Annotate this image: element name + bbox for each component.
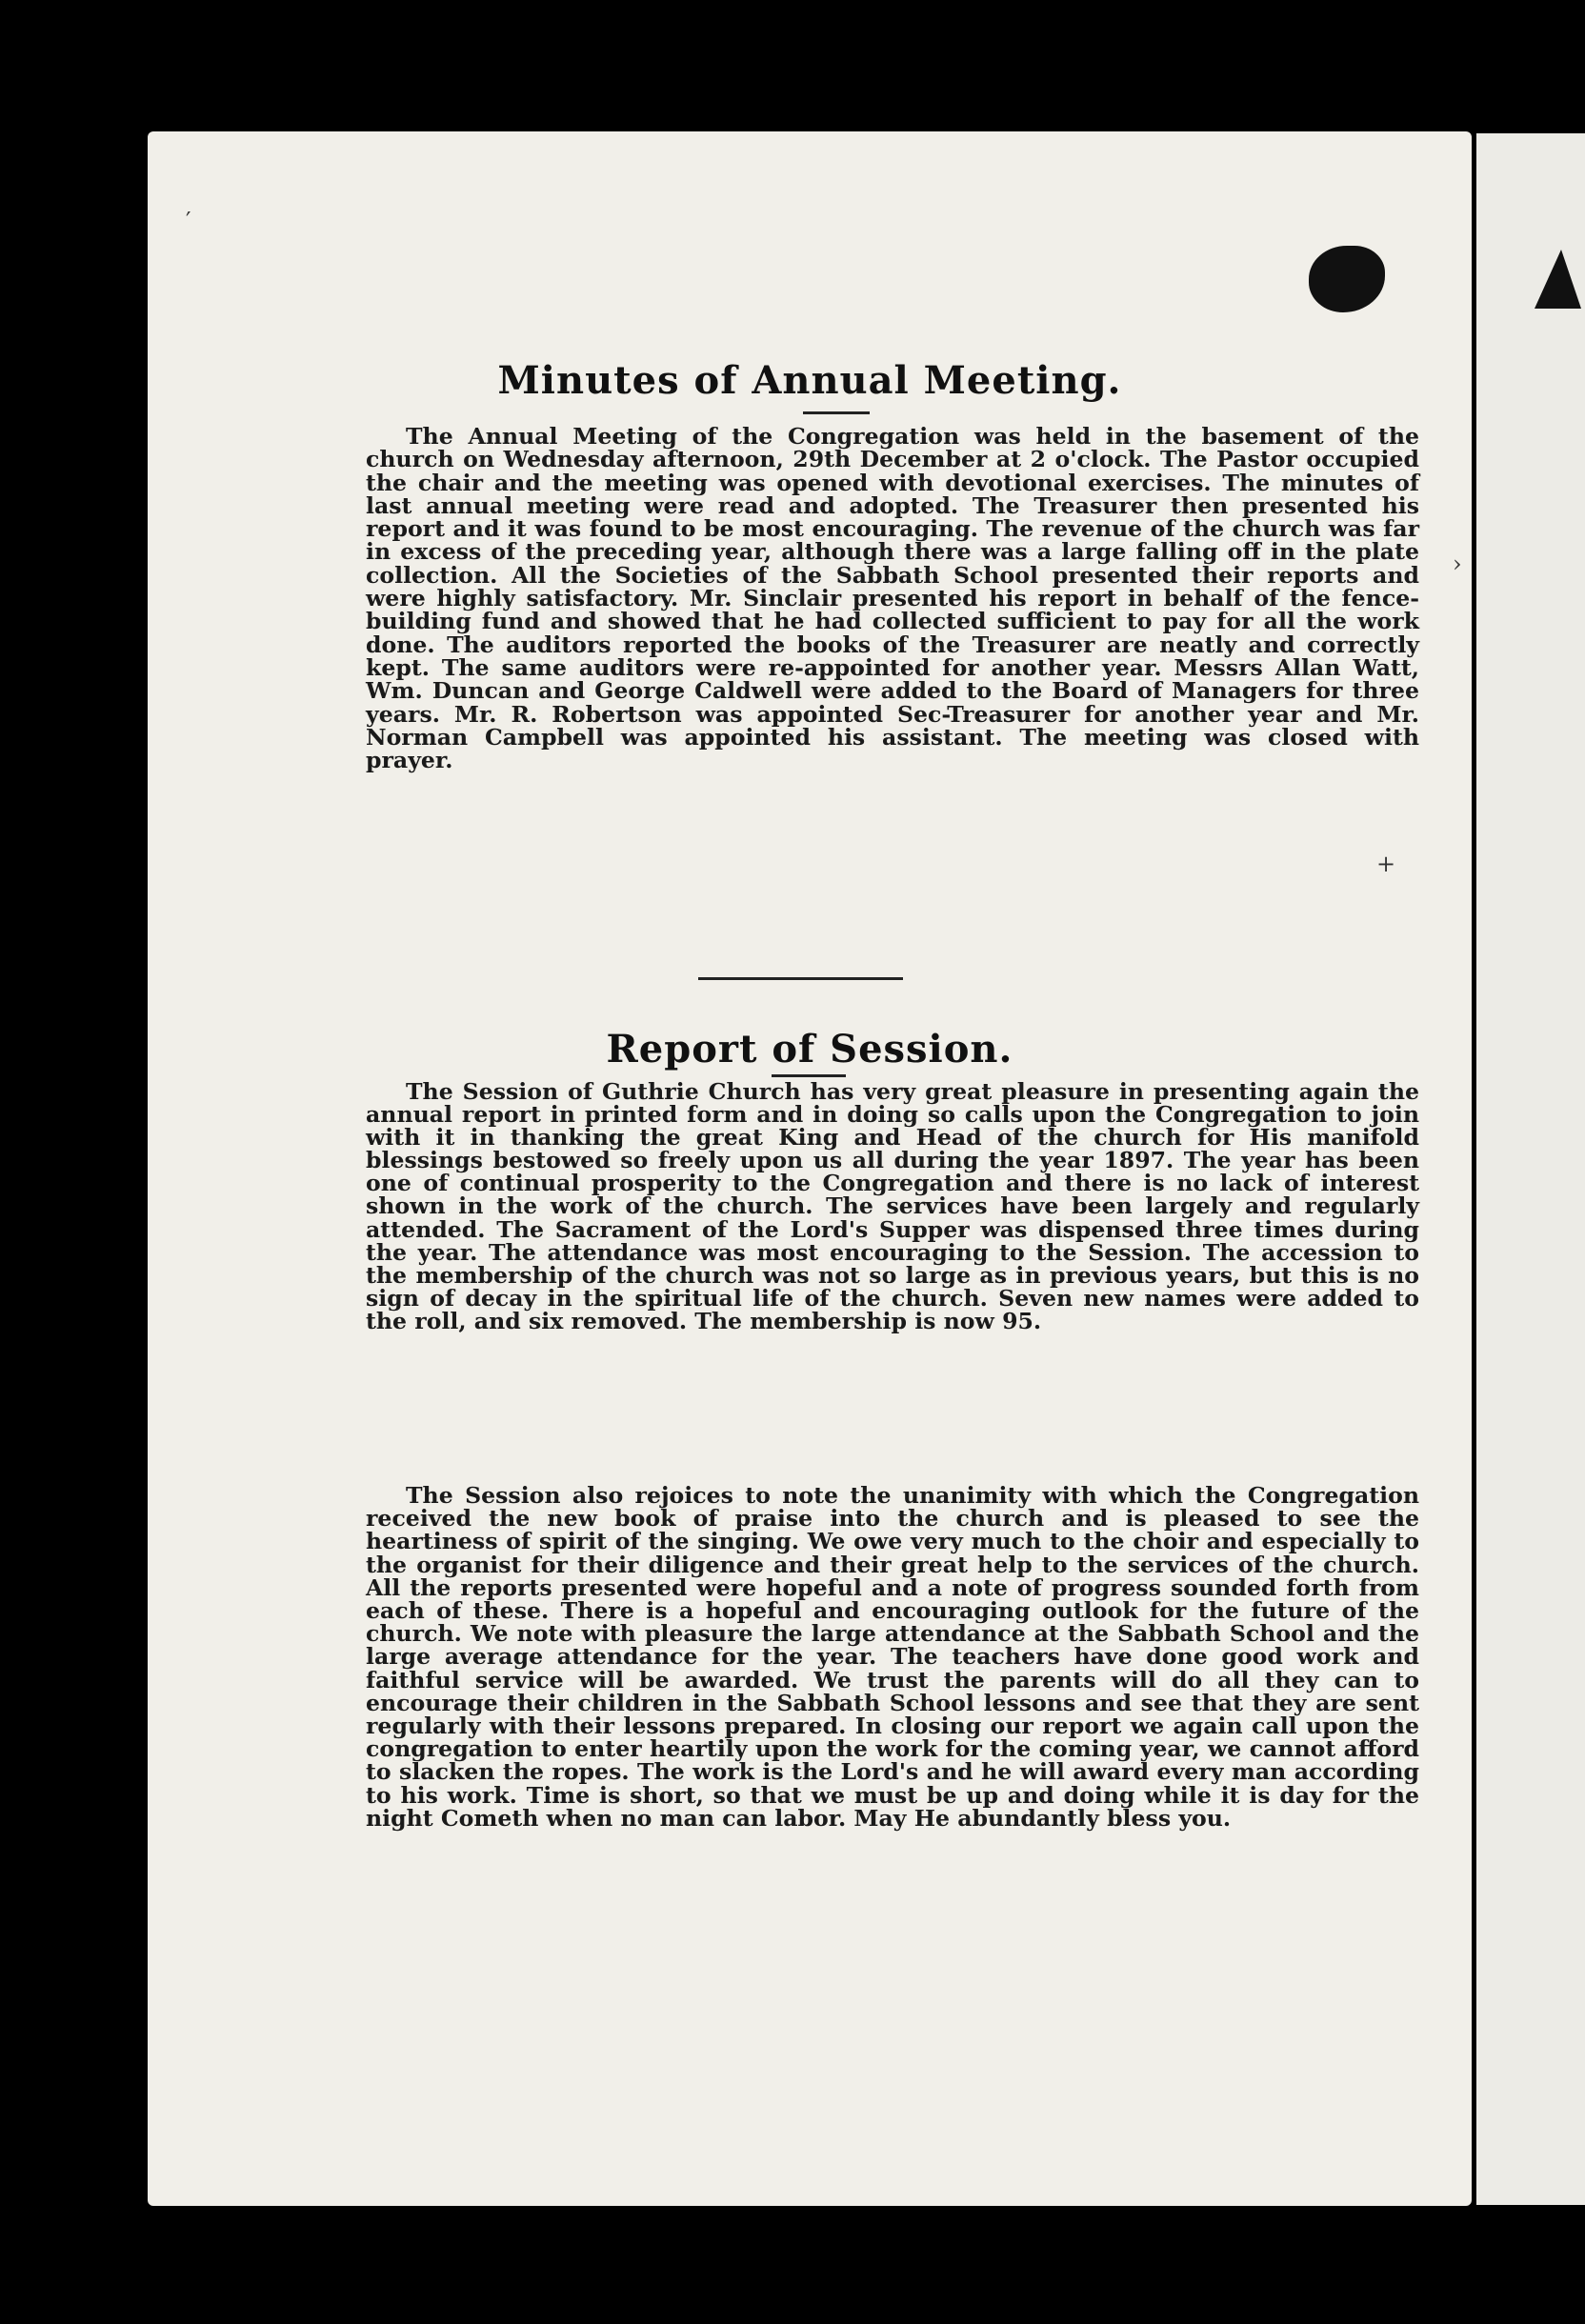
section-divider xyxy=(698,977,903,980)
speck-mark: › xyxy=(1453,551,1462,577)
adjacent-page-edge xyxy=(1476,133,1585,2205)
session-heading-rule xyxy=(772,1074,846,1077)
minutes-paragraph: The Annual Meeting of the Congregation was held in the basement of the church on Wednesday afternoon, 29th December at 2 o'clock. The Pastor occupied the chair and the meeting was opened with devotional exercises. The minutes of last annual meeting were read and adopted. The Treasurer then presented his report and it was found to be most encouraging. The revenue of the church was far in excess of the preceding year, although there was a large falling off in the plate collection. All the Societies of the Sabbath School presented their reports and were highly satisfactory. Mr. Sinclair presented his report in behalf of the fence-building fund and showed that he had collected sufficient to pay for all the work done. The auditors reported the books of the Treasurer are neatly and correctly kept. The same auditors were re-appointed for another year. Messrs Allan Watt, Wm. Duncan and George Caldwell were added to the Board of Managers for three years. Mr. R. Robertson was appointed Sec-Treasurer for another year and Mr. Norman Campbell was appointed his assistant. The meeting was closed with prayer. xyxy=(366,423,1419,774)
minutes-heading-rule xyxy=(803,411,870,414)
minutes-heading: Minutes of Annual Meeting. xyxy=(497,358,1122,403)
pencil-cross-mark: + xyxy=(1376,851,1396,877)
session-paragraph-1: The Session of Guthrie Church has very great pleasure in presenting again the annual report in printed form and in doing so calls upon the Congregation to join with it in thanking the great King and Head of the church for His manifold blessings bestowed so freely upon us all during the year 1897. The year has been one of continual prosperity to the Congregation and there is no lack of interest shown in the work of the church. The services have been largely and regularly attended. The Sacrament of the Lord's Supper was dispensed three times during the year. The attendance was most encouraging to the Session. The accession to the membership of the church was not so large as in previous years, but this is no sign of decay in the spiritual life of the church. Seven new names were added to the roll, and six removed. The membership is now 95. xyxy=(366,1078,1419,1334)
session-heading: Report of Session. xyxy=(606,1027,1013,1072)
session-paragraph-2: The Session also rejoices to note the unanimity with which the Congregation received the new book of praise into the church and is pleased to see the heartiness of spirit of the singing. We owe very much to the choir and especially to the organist for their diligence and their great help to the services of the church. All the reports presented were hopeful and a note of progress sounded forth from each of these. There is a hopeful and encouraging outlook for the future of the church. We note with pleasure the large attendance at the Sabbath School and the large average attendance for the year. The teachers have done good work and faithful service will be awarded. We trust the parents will do all they can to encourage their children in the Sabbath School lessons and see that they are sent regularly with their lessons prepared. In closing our report we again call upon the congregation to enter heartily upon the work for the coming year, we cannot afford to slacken the ropes. The work is the Lord's and he will award every man according to his work. Time is short, so that we must be up and doing while it is day for the night Cometh when no man can labor. May He abundantly bless you. xyxy=(366,1482,1419,1832)
speck-mark: ′ xyxy=(186,208,191,234)
document-page xyxy=(148,131,1472,2206)
